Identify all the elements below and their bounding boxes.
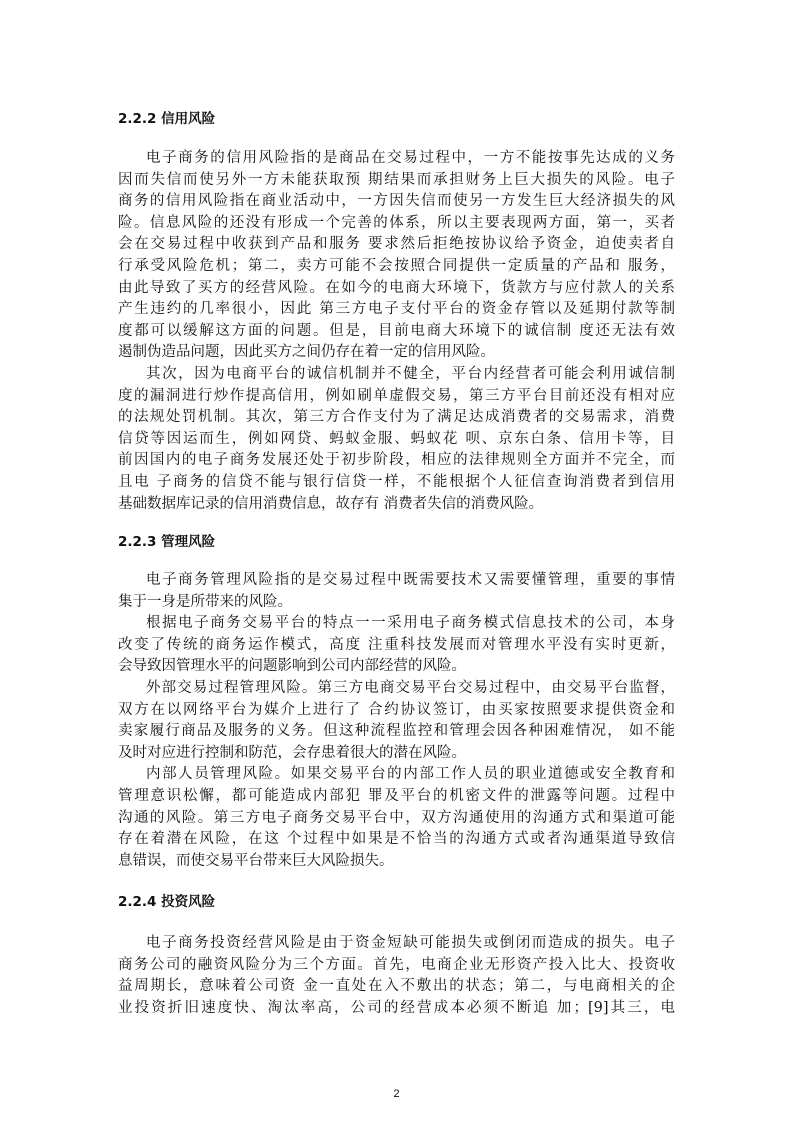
paragraph-line: 内部人员管理风险。如果交易平台的内部工作人员的职业道德或安全教育和 bbox=[146, 766, 675, 783]
paragraph-line: 息错误，而使交易平台带来巨大风险损失。 bbox=[118, 852, 394, 869]
paragraph-line: 会在交易过程中收获到产品和服务 要求然后拒绝按协议给予资金，迫使卖者自 bbox=[118, 236, 675, 253]
paragraph-line: 及时对应进行控制和防范，会存患着很大的潜在风险。 bbox=[118, 744, 466, 761]
paragraph-line: 沟通的风险。第三方电子商务交易平台中，双方沟通使用的沟通方式和渠道可能 bbox=[118, 809, 675, 826]
paragraph-line: 其次，因为电商平台的诚信机制并不健全，平台内经营者可能会利用诚信制 bbox=[146, 366, 675, 382]
paragraph-line: 管理意识松懈，都可能造成内部犯 罪及平台的机密文件的泄露等问题。过程中 bbox=[118, 788, 675, 804]
paragraph-line: 卖家履行商品及服务的义务。但这种流程监控和管理会因各种困难情况， 如不能 bbox=[118, 723, 675, 740]
section-heading-credit-risk: 2.2.2 信用风险 bbox=[118, 111, 216, 127]
paragraph-line: 因而失信而使另外一方未能获取预 期结果而承担财务上巨大损失的风险。电子 bbox=[118, 171, 675, 188]
paragraph-line: 遏制伪造品问题，因此买方之间仍存在着一定的信用风险。 bbox=[118, 344, 495, 361]
paragraph-line: 存在着潜在风险，在这 个过程中如果是不恰当的沟通方式或者沟通渠道导致信 bbox=[118, 831, 675, 848]
paragraph-line: 集于一身是所带来的风险。 bbox=[118, 593, 292, 610]
paragraph-line: 电子商务投资经营风险是由于资金短缺可能损失或倒闭而造成的损失。电子 bbox=[146, 935, 675, 951]
paragraph-line: 商务公司的融资风险分为三个方面。首先，电商企业无形资产投入比大、投资收 bbox=[118, 956, 675, 973]
paragraph-line: 基础数据库记录的信用消费信息，故存有 消费者失信的消费风险。 bbox=[118, 495, 544, 512]
paragraph-line: 度的漏洞进行炒作提高信用，例如刷单虚假交易，第三方平台目前还没有相对应 bbox=[118, 387, 675, 404]
paragraph-line: 益周期长，意味着公司资 金一直处在入不敷出的状态；第二，与电商相关的企 bbox=[118, 978, 675, 995]
paragraph-line: 业投资折旧速度快、淘汰率高，公司的经营成本必须不断追 加；[9]其三，电 bbox=[118, 999, 675, 1016]
paragraph-line: 电子商务管理风险指的是交易过程中既需要技术又需要懂管理，重要的事情 bbox=[146, 572, 675, 588]
section-heading-management-risk: 2.2.3 管理风险 bbox=[118, 534, 216, 550]
paragraph-line: 信贷等因运而生，例如网贷、蚂蚁金服、蚂蚁花 呗、京东白条、信用卡等，目 bbox=[118, 430, 675, 447]
paragraph-line: 险。信息风险的还没有形成一个完善的体系，所以主要表现两方面，第一，买者 bbox=[118, 214, 675, 231]
paragraph-line: 根据电子商务交易平台的特点一一采用电子商务模式信息技术的公司，本身 bbox=[146, 615, 675, 632]
paragraph-line: 会导致因管理水平的问题影响到公司内部经营的风险。 bbox=[118, 658, 466, 675]
paragraph-line: 外部交易过程管理风险。第三方电商交易平台交易过程中，由交易平台监督， bbox=[146, 680, 675, 696]
paragraph-line: 双方在以网络平台为媒介上进行了 合约协议签订，由买家按照要求提供资金和 bbox=[118, 701, 675, 718]
section-heading-investment-risk: 2.2.4 投资风险 bbox=[118, 894, 216, 910]
paragraph-line: 产生违约的几率很小，因此 第三方电子支付平台的资金存管以及延期付款等制 bbox=[118, 301, 675, 318]
page-number: 2 bbox=[393, 1088, 400, 1100]
paragraph-line: 行承受风险危机；第二，卖方可能不会按照合同提供一定质量的产品和 服务， bbox=[118, 258, 675, 274]
paragraph-line: 电子商务的信用风险指的是商品在交易过程中，一方不能按事先达成的义务 bbox=[146, 150, 675, 166]
paragraph-line: 且电 子商务的信贷不能与银行信贷一样，不能根据个人征信查询消费者到信用 bbox=[118, 474, 675, 490]
paragraph-line: 的法规处罚机制。其次，第三方合作支付为了满足达成消费者的交易需求，消费 bbox=[118, 409, 675, 426]
paragraph-line: 由此导致了买方的经营风险。在如今的电商大环境下，货款方与应付款人的关系 bbox=[118, 279, 675, 296]
paragraph-line: 度都可以缓解这方面的问题。但是，目前电商大环境下的诚信制 度还无法有效 bbox=[118, 322, 675, 339]
paragraph-line: 改变了传统的商务运作模式，高度 注重科技发展而对管理水平没有实时更新， bbox=[118, 636, 675, 653]
paragraph-line: 商务的信用风险指在商业活动中，一方因失信而使另一方发生巨大经济损失的风 bbox=[118, 193, 675, 210]
paragraph-line: 前因国内的电子商务发展还处于初步阶段，相应的法律规则全方面并不完全，而 bbox=[118, 452, 675, 469]
